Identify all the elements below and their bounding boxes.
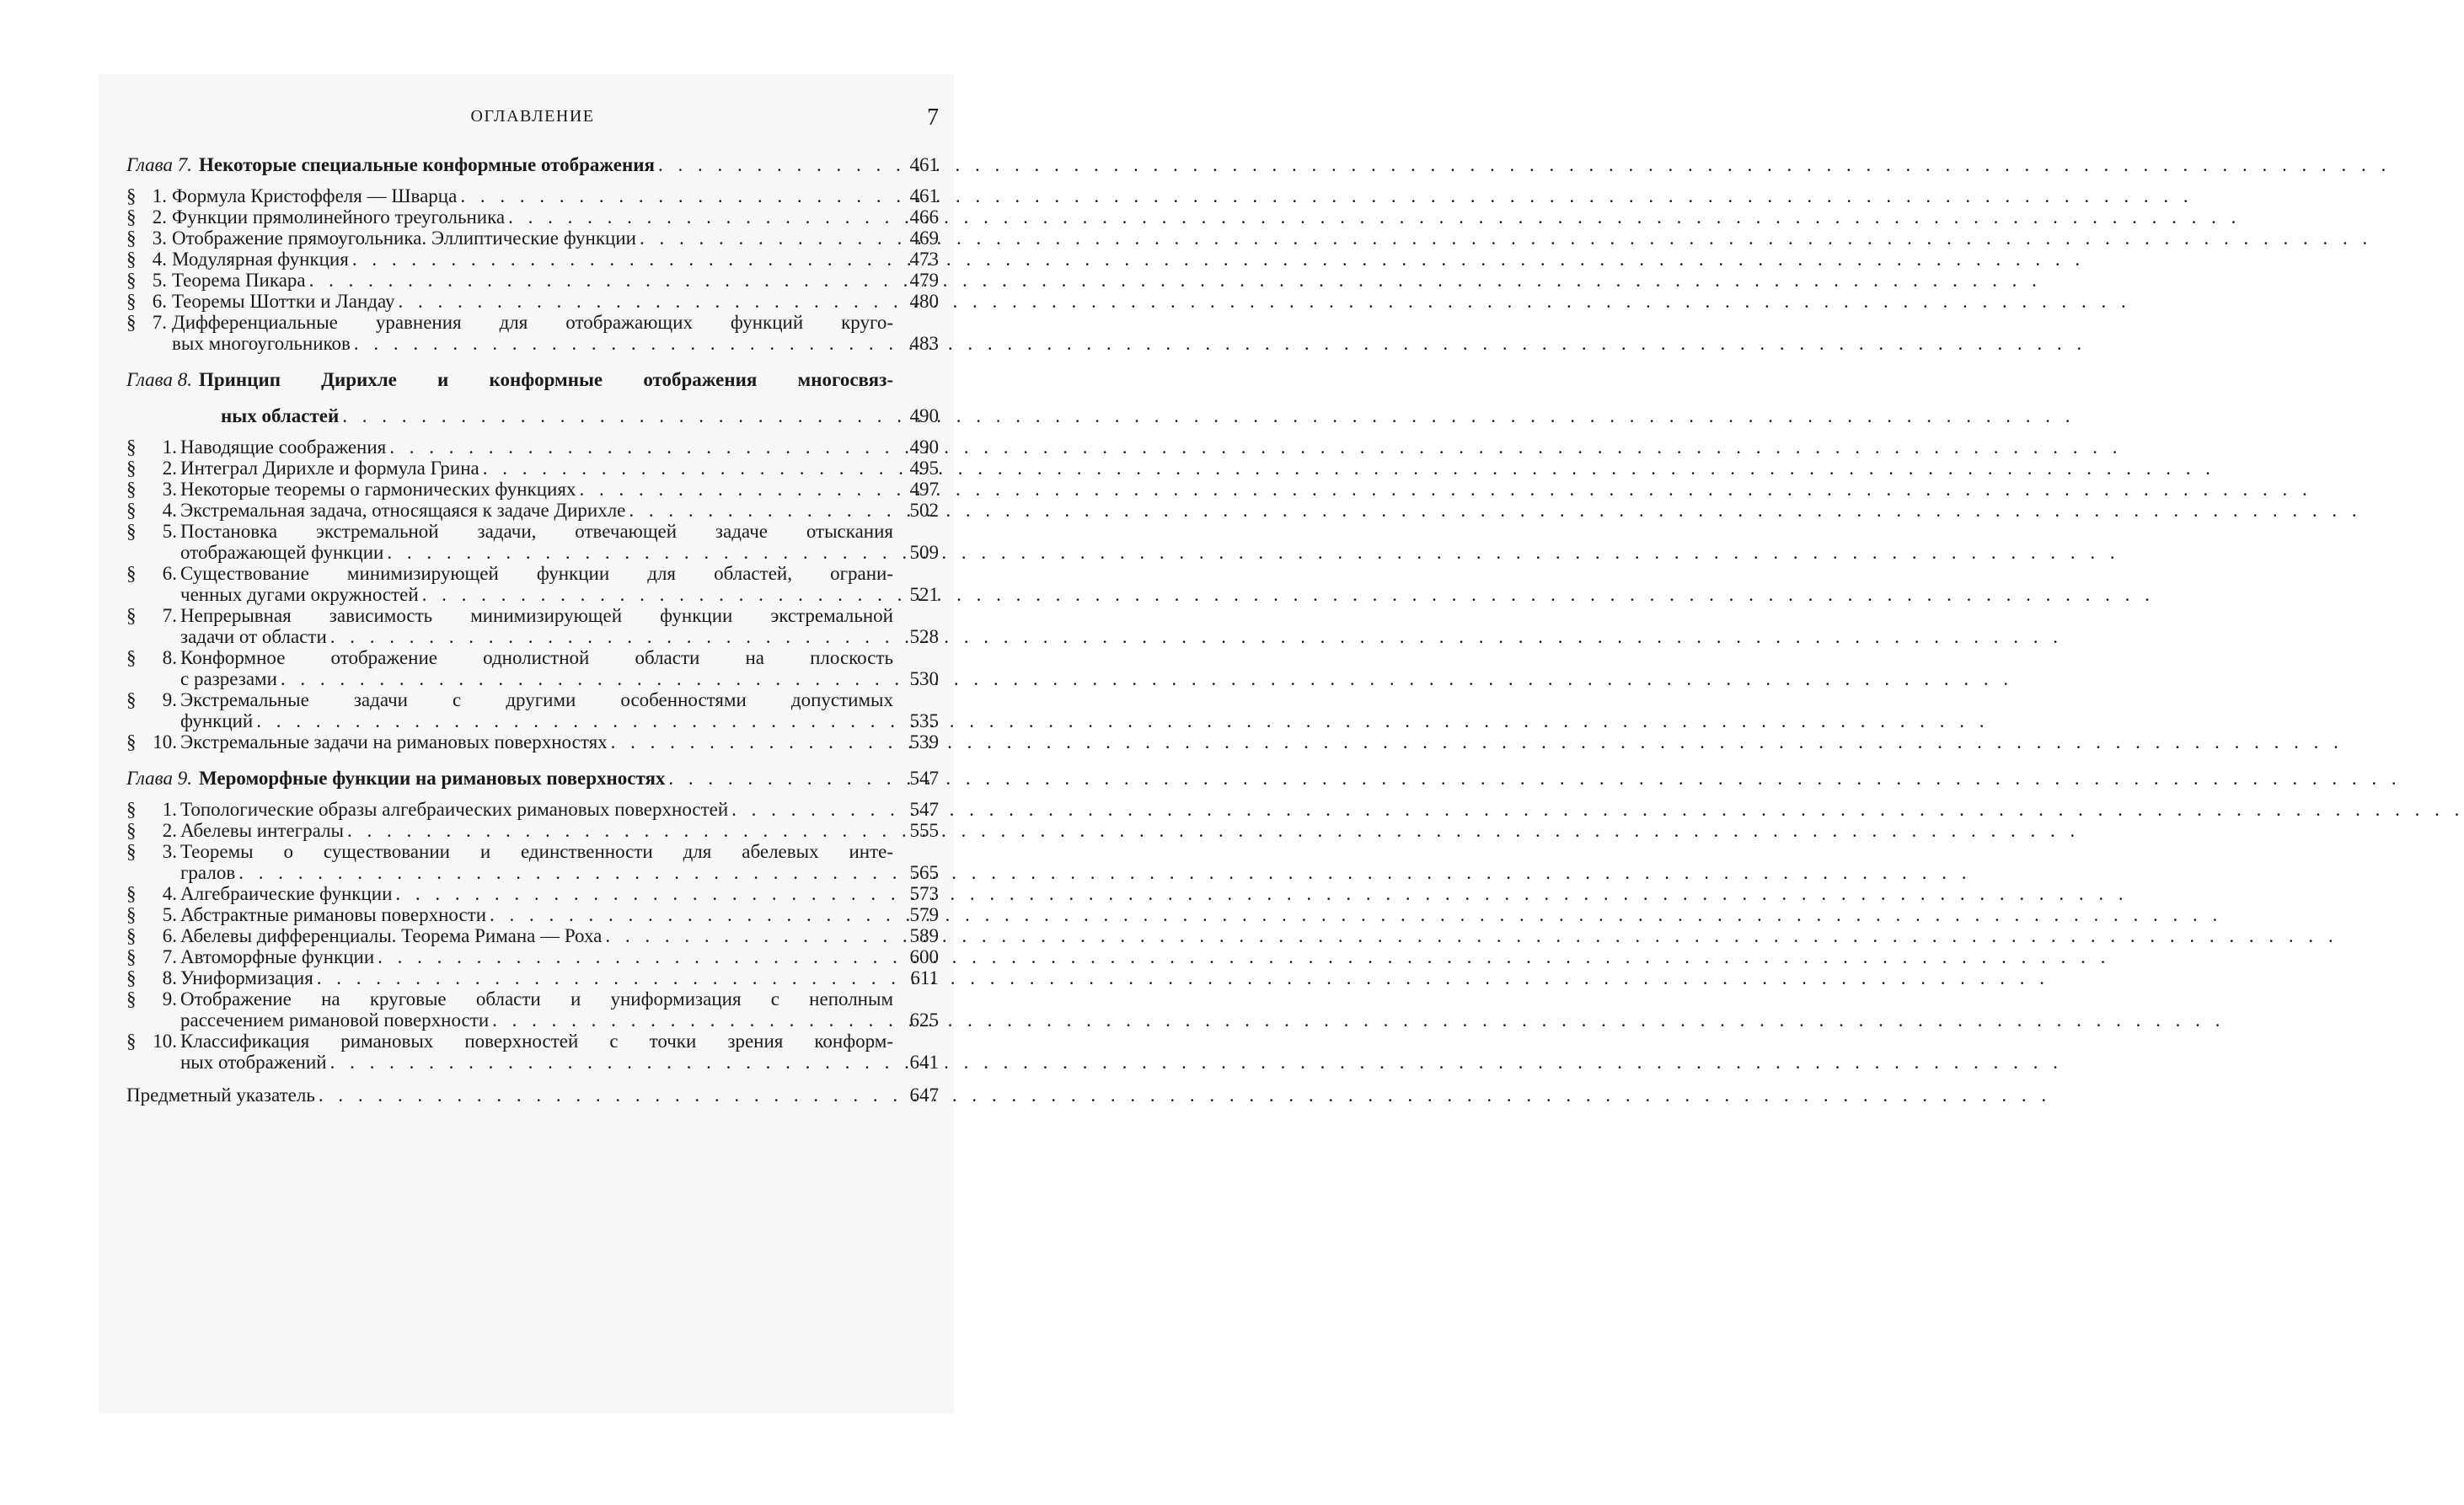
section-number: 2. — [152, 206, 167, 228]
section-line — [180, 500, 893, 521]
section-page-number: 625 — [909, 1010, 939, 1031]
section-number: 6. — [152, 291, 167, 312]
section-page-number: 497 — [909, 479, 939, 500]
section-line — [180, 647, 893, 668]
chapter-heading-line — [126, 768, 893, 789]
section-title: Теоремы Шоттки и Ландау — [172, 291, 395, 312]
section-line — [172, 333, 893, 354]
section-title: Отображение на круговые области и униформизация с неполным — [180, 988, 893, 1010]
dot-leader — [339, 405, 893, 426]
section-row — [126, 228, 939, 249]
section-title: задачи от области — [180, 626, 327, 647]
section-page-number: 495 — [909, 458, 939, 479]
dot-leader — [253, 710, 893, 731]
section-number: 6. — [162, 925, 177, 946]
page-number: 7 — [927, 104, 939, 131]
section-row — [126, 731, 939, 752]
index-entry-title: Предметный указатель — [126, 1085, 315, 1106]
section-number: 8. — [162, 967, 177, 988]
section-title: вых многоугольников — [172, 333, 351, 354]
dot-leader — [636, 228, 893, 249]
chapter-heading-row — [126, 154, 939, 175]
section-number: 2. — [162, 820, 177, 841]
section-sign: § — [126, 521, 137, 542]
section-number: 10. — [153, 1031, 177, 1052]
section-page-number: 509 — [909, 542, 939, 563]
dot-leader — [344, 820, 893, 841]
chapter-heading-row — [126, 369, 939, 390]
dot-leader — [395, 291, 894, 312]
section-page-number: 555 — [909, 820, 939, 841]
section-sign: § — [126, 647, 137, 668]
dot-leader — [602, 925, 893, 946]
section-number: 7. — [162, 605, 177, 626]
dot-leader — [608, 731, 893, 752]
section-row — [126, 605, 939, 626]
section-number: 9. — [162, 988, 177, 1010]
section-row — [126, 249, 939, 270]
section-row — [126, 500, 939, 521]
section-title: Дифференциальные уравнения для отображающих функций круго- — [172, 312, 893, 333]
section-line — [172, 312, 893, 333]
section-number: 6. — [162, 563, 177, 584]
section-row — [126, 521, 939, 542]
section-title: ных отображений — [180, 1052, 327, 1073]
section-line — [180, 820, 893, 841]
section-row-continued — [126, 626, 939, 647]
chapter-page-number: 490 — [909, 405, 939, 426]
dot-leader — [665, 768, 893, 789]
section-title: Непрерывная зависимость минимизирующей функции экстремальной — [180, 605, 893, 626]
section-title: функций — [180, 710, 254, 731]
section-row — [126, 291, 939, 312]
section-title: Топологические образы алгебраических римановых поверхностей — [180, 799, 729, 820]
section-page-number: 483 — [909, 333, 939, 354]
section-row — [126, 185, 939, 206]
section-sign: § — [126, 731, 137, 752]
section-number: 2. — [162, 458, 177, 479]
section-title: рассечением римановой поверхности — [180, 1010, 490, 1031]
dot-leader — [383, 542, 893, 563]
section-line — [180, 458, 893, 479]
section-line — [180, 988, 893, 1010]
section-page-number: 466 — [909, 206, 939, 228]
section-list — [126, 799, 939, 1073]
section-row — [126, 841, 939, 862]
section-title: Модулярная функция — [172, 249, 349, 270]
chapter-label: Глава 9. — [126, 768, 192, 789]
section-sign: § — [126, 904, 137, 925]
section-title: Алгебраические функции — [180, 883, 393, 904]
dot-leader — [419, 584, 893, 605]
section-line — [180, 904, 893, 925]
section-sign: § — [126, 946, 137, 967]
section-row — [126, 799, 939, 820]
section-sign: § — [126, 820, 137, 841]
section-title: Наводящие соображения — [180, 437, 387, 458]
section-title: Теоремы о существовании и единственности для абелевых инте- — [180, 841, 893, 862]
running-head — [126, 104, 939, 138]
section-row — [126, 689, 939, 710]
section-title: Функции прямолинейного треугольника — [172, 206, 506, 228]
chapter-heading-line — [221, 405, 893, 426]
section-sign: § — [126, 841, 137, 862]
section-title: Абелевы дифференциалы. Теорема Римана — Роха — [180, 925, 603, 946]
section-page-number: 479 — [909, 270, 939, 291]
section-page-number: 530 — [909, 668, 939, 689]
section-number: 4. — [162, 500, 177, 521]
section-number: 5. — [162, 521, 177, 542]
section-line — [180, 521, 893, 542]
section-row — [126, 458, 939, 479]
section-page-number: 565 — [909, 862, 939, 883]
section-line — [180, 710, 893, 731]
section-sign: § — [126, 799, 137, 820]
section-title: Некоторые теоремы о гармонических функциях — [180, 479, 576, 500]
section-row — [126, 647, 939, 668]
section-row-continued — [126, 1010, 939, 1031]
dot-leader — [479, 458, 893, 479]
chapter-title: Некоторые специальные конформные отображения — [199, 154, 655, 175]
section-number: 3. — [162, 841, 177, 862]
section-number: 1. — [162, 799, 177, 820]
section-row — [126, 967, 939, 988]
section-line — [180, 731, 893, 752]
section-sign: § — [126, 312, 137, 333]
section-number: 5. — [152, 270, 167, 291]
table-of-contents — [126, 154, 939, 1106]
section-line — [180, 799, 893, 820]
section-sign: § — [126, 605, 137, 626]
section-title: отображающей функции — [180, 542, 384, 563]
section-row — [126, 988, 939, 1010]
section-title: ченных дугами окружностей — [180, 584, 419, 605]
chapter-block — [126, 154, 939, 354]
section-page-number: 490 — [909, 437, 939, 458]
section-line — [180, 967, 893, 988]
section-sign: § — [126, 291, 137, 312]
section-title: Классификация римановых поверхностей с точки зрения конформ- — [180, 1031, 893, 1052]
section-line — [180, 689, 893, 710]
chapter-title: Мероморфные функции на римановых поверхностях — [199, 768, 666, 789]
section-title: Отображение прямоугольника. Эллиптические функции — [172, 228, 636, 249]
section-page-number: 521 — [909, 584, 939, 605]
chapter-heading-line — [126, 154, 893, 175]
dot-leader — [351, 333, 893, 354]
running-head-title: ОГЛАВЛЕНИЕ — [470, 107, 595, 126]
section-title: Автоморфные функции — [180, 946, 375, 967]
section-sign: § — [126, 883, 137, 904]
dot-leader — [313, 967, 893, 988]
section-line — [180, 1031, 893, 1052]
chapter-heading-row — [126, 768, 939, 789]
chapter-page-number: 461 — [909, 154, 939, 175]
section-sign: § — [126, 437, 137, 458]
dot-leader — [655, 154, 893, 175]
section-row — [126, 479, 939, 500]
section-number: 7. — [162, 946, 177, 967]
section-line — [180, 584, 893, 605]
section-title: Экстремальная задача, относящаяся к задаче Дирихле — [180, 500, 626, 521]
section-line — [180, 883, 893, 904]
section-number: 9. — [162, 689, 177, 710]
index-entry-row — [126, 1085, 939, 1106]
section-line — [180, 862, 893, 883]
section-sign: § — [126, 988, 137, 1010]
section-sign: § — [126, 925, 137, 946]
section-page-number: 480 — [909, 291, 939, 312]
dot-leader — [457, 185, 893, 206]
dot-leader — [728, 799, 893, 820]
section-sign: § — [126, 270, 137, 291]
section-sign: § — [126, 563, 137, 584]
section-number: 10. — [153, 731, 177, 752]
section-line — [180, 626, 893, 647]
section-number: 3. — [162, 479, 177, 500]
page — [0, 0, 1061, 1505]
dot-leader — [576, 479, 893, 500]
section-sign: § — [126, 500, 137, 521]
section-list — [126, 437, 939, 752]
section-title: Интеграл Дирихле и формула Грина — [180, 458, 479, 479]
section-row — [126, 925, 939, 946]
section-title: Существование минимизирующей функции для областей, ограни- — [180, 563, 893, 584]
section-row-continued — [126, 1052, 939, 1073]
section-line — [180, 1052, 893, 1073]
section-page-number: 535 — [909, 710, 939, 731]
section-number: 1. — [162, 437, 177, 458]
section-line — [180, 925, 893, 946]
section-line — [172, 185, 893, 206]
section-sign: § — [126, 228, 137, 249]
section-line — [180, 479, 893, 500]
section-number: 3. — [152, 228, 167, 249]
chapter-block — [126, 768, 939, 1073]
section-row — [126, 206, 939, 228]
dot-leader — [386, 437, 893, 458]
section-sign: § — [126, 479, 137, 500]
section-row — [126, 1031, 939, 1052]
section-line — [172, 270, 893, 291]
section-title: Экстремальные задачи на римановых поверхностях — [180, 731, 608, 752]
section-row — [126, 270, 939, 291]
section-row-continued — [126, 333, 939, 354]
section-line — [172, 249, 893, 270]
section-page-number: 579 — [909, 904, 939, 925]
section-row-continued — [126, 542, 939, 563]
section-page-number: 502 — [909, 500, 939, 521]
section-page-number: 573 — [909, 883, 939, 904]
section-list — [126, 185, 939, 354]
section-number: 4. — [162, 883, 177, 904]
section-page-number: 547 — [909, 799, 939, 820]
chapter-title: Принцип Дирихле и конформные отображения многосвяз- — [199, 369, 893, 390]
dot-leader — [486, 904, 893, 925]
chapter-title: ных областей — [221, 405, 340, 426]
section-title: Абстрактные римановы поверхности — [180, 904, 487, 925]
section-title: с разрезами — [180, 668, 277, 689]
section-sign: § — [126, 206, 137, 228]
section-sign: § — [126, 458, 137, 479]
section-number: 4. — [152, 249, 167, 270]
section-title: Экстремальные задачи с другими особенностями допустимых — [180, 689, 893, 710]
section-line — [180, 437, 893, 458]
section-sign: § — [126, 689, 137, 710]
section-row — [126, 437, 939, 458]
section-row-continued — [126, 710, 939, 731]
section-row-continued — [126, 584, 939, 605]
section-title: Униформизация — [180, 967, 313, 988]
dot-leader — [625, 500, 893, 521]
section-row — [126, 563, 939, 584]
section-line — [180, 946, 893, 967]
section-sign: § — [126, 185, 137, 206]
dot-leader — [374, 946, 893, 967]
section-line — [180, 841, 893, 862]
dot-leader — [327, 1052, 893, 1073]
chapter-label: Глава 7. — [126, 154, 192, 175]
section-number: 8. — [162, 647, 177, 668]
dot-leader — [315, 1085, 893, 1106]
index-page-number: 647 — [909, 1085, 939, 1106]
section-line — [180, 542, 893, 563]
section-page-number: 461 — [909, 185, 939, 206]
dot-leader — [505, 206, 893, 228]
dot-leader — [277, 668, 893, 689]
section-sign: § — [126, 1031, 137, 1052]
section-title: Теорема Пикара — [172, 270, 306, 291]
section-title: Постановка экстремальной задачи, отвечающей задаче отыскания — [180, 521, 893, 542]
section-row — [126, 946, 939, 967]
section-number: 7. — [152, 312, 167, 333]
section-line — [172, 206, 893, 228]
dot-leader — [489, 1010, 893, 1031]
section-line — [180, 668, 893, 689]
section-row-continued — [126, 668, 939, 689]
section-line — [172, 228, 893, 249]
section-page-number: 469 — [909, 228, 939, 249]
dot-leader — [392, 883, 893, 904]
chapter-page-number: 547 — [909, 768, 939, 789]
section-page-number: 539 — [909, 731, 939, 752]
section-title: Абелевы интегралы — [180, 820, 344, 841]
section-line — [172, 291, 893, 312]
section-row — [126, 820, 939, 841]
section-number: 5. — [162, 904, 177, 925]
section-page-number: 528 — [909, 626, 939, 647]
section-sign: § — [126, 249, 137, 270]
section-row — [126, 904, 939, 925]
section-row — [126, 312, 939, 333]
dot-leader — [349, 249, 893, 270]
chapter-heading-row — [126, 405, 939, 426]
section-sign: § — [126, 967, 137, 988]
dot-leader — [306, 270, 893, 291]
index-entry-line — [126, 1085, 893, 1106]
section-line — [180, 1010, 893, 1031]
chapter-heading-line — [126, 369, 893, 390]
section-line — [180, 605, 893, 626]
section-line — [180, 563, 893, 584]
section-page-number: 641 — [909, 1052, 939, 1073]
section-page-number: 611 — [910, 967, 939, 988]
section-page-number: 589 — [909, 925, 939, 946]
section-title: Формула Кристоффеля — Шварца — [172, 185, 458, 206]
chapter-block — [126, 369, 939, 752]
section-page-number: 600 — [909, 946, 939, 967]
section-row-continued — [126, 862, 939, 883]
dot-leader — [327, 626, 893, 647]
section-page-number: 473 — [909, 249, 939, 270]
section-row — [126, 883, 939, 904]
section-number: 1. — [152, 185, 167, 206]
chapter-label: Глава 8. — [126, 369, 192, 390]
section-title: Конформное отображение однолистной области на плоскость — [180, 647, 893, 668]
section-title: гралов — [180, 862, 236, 883]
dot-leader — [235, 862, 893, 883]
